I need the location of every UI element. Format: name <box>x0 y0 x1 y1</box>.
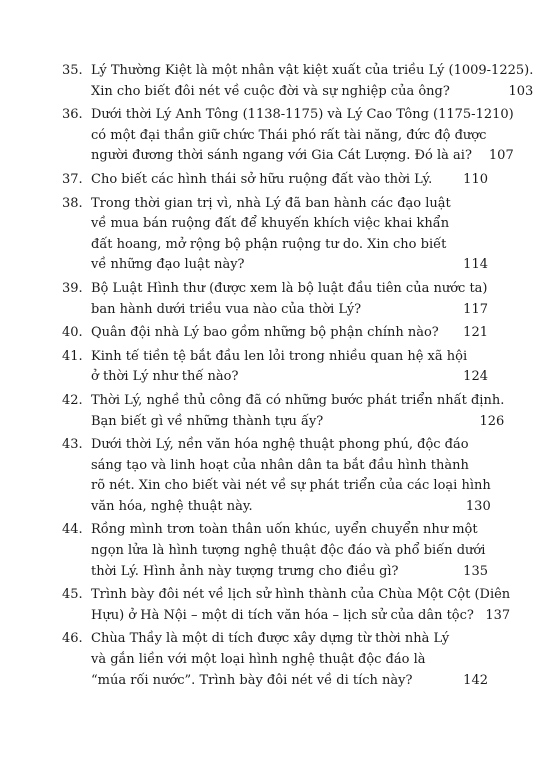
entry-number: 36. <box>62 107 83 123</box>
entry-line <box>91 194 488 215</box>
page-number: 117 <box>463 301 488 317</box>
entry-number: 45. <box>62 587 83 603</box>
entry-line-text: Lý Thường Kiệt là một nhân vật kiệt xuất của triều Lý (1009-1225). <box>91 63 534 78</box>
entry-number: 37. <box>62 171 83 187</box>
entry-line <box>91 170 488 191</box>
entry-line <box>91 323 488 344</box>
entry-line-text: Thời Lý, nghề thủ công đã có những bước phát triển nhất định. <box>91 392 505 408</box>
entry-line-text: ngọn lửa là hình tượng nghệ thuật độc đáo và phổ biến dưới <box>91 543 486 559</box>
entry-text <box>91 61 533 102</box>
entry-line <box>91 214 488 235</box>
page-number: 121 <box>463 325 488 341</box>
page-number: 126 <box>479 413 505 429</box>
entry-line-text: Trình bày đôi nét về lịch sử hình thành của Chùa Một Cột (Diên <box>91 587 511 603</box>
entry-line <box>91 82 533 103</box>
entry-line-text: Xin cho biết đôi nét về cuộc đời và sự nghiệp của ông? <box>91 83 450 99</box>
page-number: 130 <box>465 498 491 514</box>
entry-line <box>91 367 488 388</box>
entry-line <box>91 585 510 606</box>
entry-number: 40. <box>62 325 83 341</box>
entry-text <box>91 629 488 691</box>
entry-line-text: Chùa Thầy là một di tích được xây dựng từ thời nhà Lý <box>91 631 450 647</box>
entry-line <box>91 497 491 518</box>
entry-line-text: Cho biết các hình thái sở hữu ruộng đất vào thời Lý. <box>91 171 433 187</box>
entry-line <box>91 435 491 456</box>
entry-line-text: thời Lý. Hình ảnh này tượng trưng cho điều gì? <box>91 563 399 579</box>
page-number: 110 <box>463 171 488 187</box>
page-number: 107 <box>488 148 514 164</box>
toc-entry[interactable] <box>62 347 488 388</box>
entry-line <box>91 347 488 368</box>
entry-line <box>91 412 504 433</box>
entry-line-text: ở thời Lý như thế nào? <box>91 369 239 385</box>
entry-text <box>91 279 488 320</box>
entry-text <box>91 391 504 432</box>
entry-text <box>91 347 488 388</box>
entry-line <box>91 520 488 541</box>
entry-line <box>91 279 488 300</box>
entry-line <box>91 456 491 477</box>
entry-line <box>91 541 488 562</box>
page-number: 137 <box>485 607 511 623</box>
entry-line-text: Quân đội nhà Lý bao gồm những bộ phận chính nào? <box>91 325 439 341</box>
entry-line-text: Dưới thời Lý, nền văn hóa nghệ thuật phong phú, độc đáo <box>91 437 469 453</box>
entry-number: 46. <box>62 631 83 647</box>
entry-line-text: sáng tạo và linh hoạt của nhân dân ta bắt đầu hình thành <box>91 457 469 473</box>
entry-line <box>91 629 488 650</box>
entry-text <box>91 170 488 191</box>
entry-line <box>91 105 514 126</box>
entry-line <box>91 126 514 147</box>
entry-number: 43. <box>62 437 83 453</box>
toc-entry[interactable] <box>62 391 505 432</box>
entry-line-text: đất hoang, mở rộng bộ phận ruộng tư do. Xin cho biết <box>91 236 447 252</box>
toc-entry[interactable] <box>62 435 491 517</box>
page-number: 135 <box>463 563 488 579</box>
entry-text <box>91 194 488 276</box>
toc-entry[interactable] <box>62 279 488 320</box>
toc-entry[interactable] <box>62 585 511 626</box>
table-of-contents <box>62 61 534 694</box>
entry-text <box>91 435 491 517</box>
entry-line <box>91 476 491 497</box>
entry-line-text: Bộ Luật Hình thư (được xem là bộ luật đầu tiên của nước ta) <box>91 280 488 296</box>
entry-number: 44. <box>62 522 83 538</box>
entry-text <box>91 323 488 344</box>
entry-text <box>91 105 514 167</box>
entry-line-text: “múa rối nước”. Trình bày đôi nét về di tích này? <box>91 672 413 688</box>
page-number: 142 <box>463 672 488 688</box>
entry-line <box>91 671 488 692</box>
toc-entry[interactable] <box>62 170 488 191</box>
entry-line-text: văn hóa, nghệ thuật này. <box>91 498 253 514</box>
toc-entry[interactable] <box>62 629 488 691</box>
toc-entry[interactable] <box>62 194 488 276</box>
entry-line-text: Bạn biết gì về những thành tựu ấy? <box>91 413 324 429</box>
entry-line <box>91 562 488 583</box>
entry-number: 41. <box>62 348 83 364</box>
entry-text <box>91 520 488 582</box>
entry-line-text: Trong thời gian trị vì, nhà Lý đã ban hành các đạo luật <box>91 195 451 211</box>
entry-line-text: ban hành dưới triều vua nào của thời Lý? <box>91 301 362 317</box>
entry-line-text: Kinh tế tiền tệ bắt đầu len lỏi trong nhiều quan hệ xã hội <box>91 348 468 364</box>
entry-line <box>91 146 514 167</box>
entry-line <box>91 606 510 627</box>
entry-line-text: người đương thời sánh ngang với Gia Cát Lượng. Đó là ai? <box>91 148 472 164</box>
entry-text <box>91 585 510 626</box>
entry-number: 42. <box>62 392 83 408</box>
toc-entry[interactable] <box>62 323 488 344</box>
entry-line-text: về mua bán ruộng đất để khuyến khích việc khai khẩn <box>91 216 450 232</box>
entry-line <box>91 61 533 82</box>
entry-line-text: Dưới thời Lý Anh Tông (1138-1175) và Lý Cao Tông (1175-1210) <box>91 107 514 123</box>
entry-line <box>91 300 488 321</box>
entry-line-text: Rồng mình trơn toàn thân uốn khúc, uyển chuyển như một <box>91 522 478 538</box>
entry-line <box>91 650 488 671</box>
page-number: 114 <box>463 257 488 273</box>
toc-entry[interactable] <box>62 61 534 102</box>
toc-entry[interactable] <box>62 105 514 167</box>
page-number: 103 <box>508 83 534 99</box>
entry-line <box>91 255 488 276</box>
entry-number: 35. <box>62 63 83 78</box>
entry-number: 38. <box>62 195 83 211</box>
entry-line <box>91 235 488 256</box>
toc-entry[interactable] <box>62 520 488 582</box>
page-number: 124 <box>463 369 488 385</box>
entry-line-text: về những đạo luật này? <box>91 257 245 273</box>
entry-line-text: có một đại thần giữ chức Thái phó rất tài năng, đức độ được <box>91 127 487 143</box>
entry-line-text: Hựu) ở Hà Nội – một di tích văn hóa – lịch sử của dân tộc? <box>91 607 474 623</box>
entry-line <box>91 391 504 412</box>
entry-line-text: và gắn liền với một loại hình nghệ thuật độc đáo là <box>91 652 426 668</box>
entry-number: 39. <box>62 280 83 296</box>
entry-line-text: rõ nét. Xin cho biết vài nét về sự phát triển của các loại hình <box>91 478 491 494</box>
